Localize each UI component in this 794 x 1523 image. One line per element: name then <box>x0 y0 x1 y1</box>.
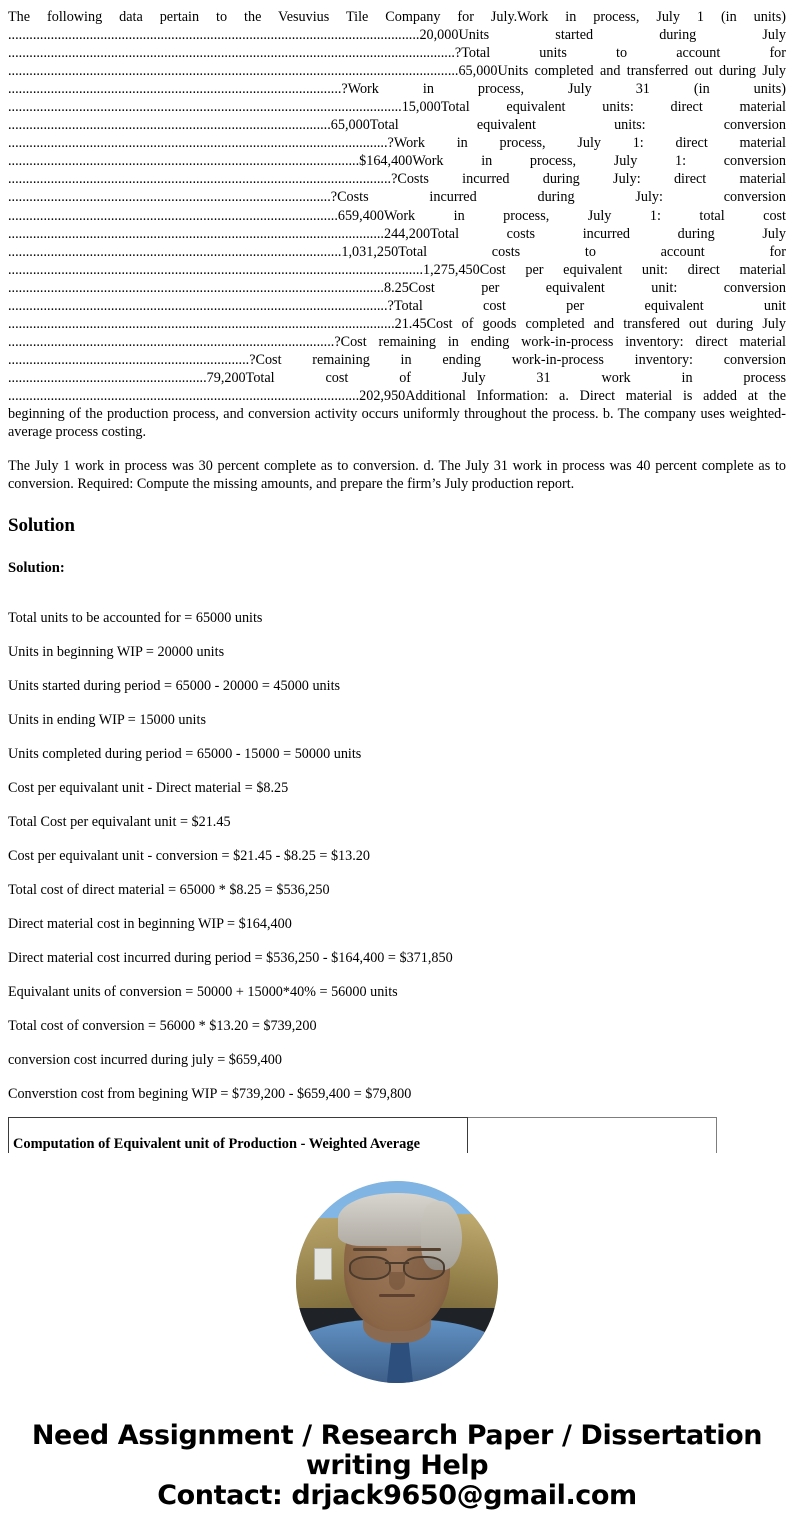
avatar-lens-right <box>403 1256 446 1280</box>
avatar-background-switch <box>314 1248 332 1280</box>
promo-line-2: writing Help <box>305 1450 489 1482</box>
solution-step: Total cost of conversion = 56000 * $13.20 = $739,200 <box>8 1018 317 1035</box>
problem-statement-tail: The July 1 work in process was 30 percent complete as to conversion. d. The July 31 work in process was 40 percent complete as to conversion. Required: Compute the missing amounts, and prepare the firm’s July production report. <box>8 458 786 493</box>
equivalent-unit-table <box>8 1117 717 1153</box>
promo-banner <box>8 1421 786 1511</box>
avatar <box>296 1181 498 1383</box>
solution-step: Equivalant units of conversion = 50000 + 15000*40% = 56000 units <box>8 984 398 1001</box>
table-title-cell <box>9 1118 468 1154</box>
solution-step: Total cost of direct material = 65000 * $8.25 = $536,250 <box>8 882 330 899</box>
avatar-eyebrow-left <box>353 1248 387 1251</box>
solution-step: Units in beginning WIP = 20000 units <box>8 644 225 661</box>
table-blank-cell <box>467 1118 716 1154</box>
solution-step: Units started during period = 65000 - 20000 = 45000 units <box>8 678 341 695</box>
problem-statement-paragraph: The following data pertain to the Vesuvius Tile Company for July.Work in process, July 1 (in units) ....................................................................................................................20,000Units started during July ..............................................................................................................................?Total units to account for ...............................................................................................................................65,000Units completed and transferred out during July ..............................................................................................?Work in process, July 31 (in units) ...............................................................................................................15,000Total equivalent units: direct material ...........................................................................................65,000Total equivalent units: conversion ...........................................................................................................?Work in process, July 1: direct material ...................................................................................................$164,400Work in process, July 1: conversion ............................................................................................................?Costs incurred during July: direct material ...........................................................................................?Costs incurred during July: conversion .............................................................................................659,400Work in process, July 1: total cost ..........................................................................................................244,200Total costs incurred during July ..............................................................................................1,031,250Total costs to account for .....................................................................................................................1,275,450Cost per equivalent unit: direct material ..........................................................................................................8.25Cost per equivalent unit: conversion ...........................................................................................................?Total cost per equivalent unit .............................................................................................................21.45Cost of goods completed and transfered out during July ............................................................................................?Cost remaining in ending work-in-process inventory: direct material ....................................................................?Cost remaining in ending work-in-process inventory: conversion ........................................................79,200Total cost of July 31 work in process ...................................................................................................202,950Additional Information: a. Direct material is added at the beginning of the production process, and conversion activity occurs uniformly throughout the process. b. The company uses weighted-average process costing. <box>8 9 786 441</box>
solution-step: Cost per equivalant unit - Direct material = $8.25 <box>8 780 289 797</box>
promo-contact-line: Contact: drjack9650@gmail.com <box>157 1480 637 1512</box>
equivalent-unit-table-clip <box>8 1117 717 1153</box>
solution-steps-list <box>8 593 786 1103</box>
promo-line-1: Need Assignment / Research Paper / Dissertation <box>31 1420 763 1452</box>
paragraph-spacer <box>8 441 786 457</box>
solution-step: Converstion cost from begining WIP = $739,200 - $659,400 = $79,800 <box>8 1086 412 1103</box>
solution-step: Direct material cost incurred during period = $536,250 - $164,400 = $371,850 <box>8 950 453 967</box>
solution-step: Cost per equivalant unit - conversion = $21.45 - $8.25 = $13.20 <box>8 848 370 865</box>
avatar-mouth <box>379 1294 415 1297</box>
solution-step: Units completed during period = 65000 - 15000 = 50000 units <box>8 746 362 763</box>
solution-heading: Solution <box>8 515 75 537</box>
solution-step: Total units to be accounted for = 65000 units <box>8 610 263 627</box>
avatar-row <box>8 1181 786 1383</box>
solution-step: Direct material cost in beginning WIP = $164,400 <box>8 916 292 933</box>
solution-step: Total Cost per equivalant unit = $21.45 <box>8 814 231 831</box>
solution-step: Units in ending WIP = 15000 units <box>8 712 206 729</box>
table-title-text: Computation of Equivalent unit of Production - Weighted Average <box>13 1136 420 1153</box>
solution-label: Solution: <box>8 560 65 577</box>
avatar-glasses-bridge <box>385 1262 409 1264</box>
avatar-eyebrow-right <box>407 1248 441 1251</box>
table-row <box>9 1118 717 1154</box>
solution-step: conversion cost incurred during july = $659,400 <box>8 1052 282 1069</box>
avatar-lens-left <box>349 1256 392 1280</box>
